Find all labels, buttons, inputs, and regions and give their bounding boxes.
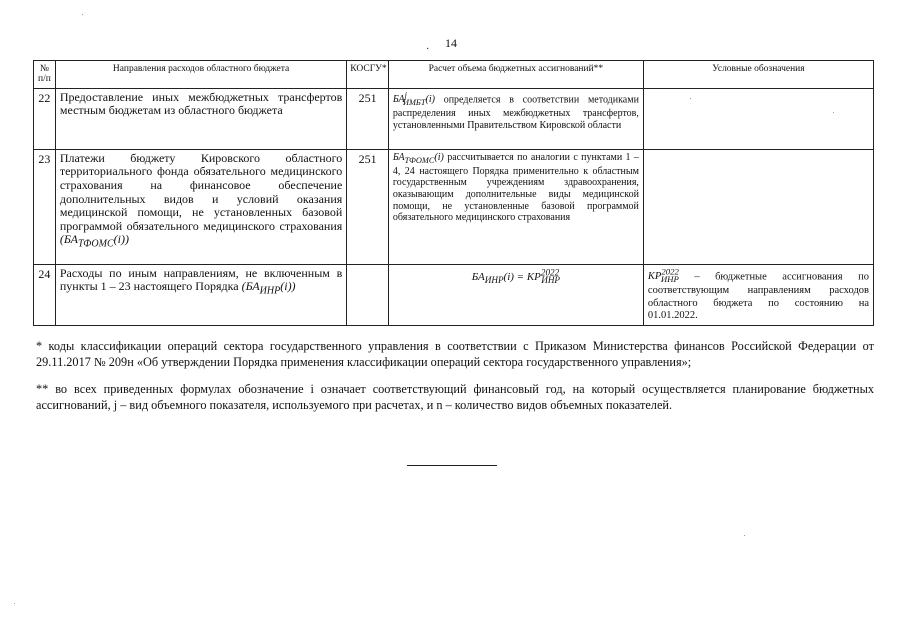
scan-speck [744,535,745,536]
header-num: № п/п [34,61,56,89]
page-mark: · [426,44,430,55]
table-row [34,149,874,264]
row-calc [388,88,643,149]
row-note [643,88,873,149]
calc-rhs-sub: ИНР [541,274,561,285]
calc-equation [393,267,639,286]
calc-lhs-arg: (i) = КР [503,270,541,283]
calc-rhs-sup: 2022 [540,266,560,277]
calc-formula-arg: (i) [425,94,435,106]
row-num: 22 [34,88,56,149]
header-direction: Направления расходов областного бюджета [55,61,346,89]
calc-formula-sub: ИМБТ [402,98,426,108]
row-note [643,149,873,264]
header-kosgu: КОСГУ* [347,61,389,89]
scan-speck [833,112,834,113]
note-text: – бюджетные ассигнования по соответствующим направлениям расходов областного бюджета по состоянию на 01.01.2022. [647,271,869,322]
scan-speck [82,14,83,15]
calc-formula-sup: j [404,90,407,100]
calc-text: рассчитывается по аналогии с пунктами 1 – 4, 24 настоящего Порядка применительно к областным государственным учреждениям здравоохранения, оказывающим дополнительные виды медицинской помощи, не установленные базовой программой обязательного медицинского страхования [392,151,639,224]
direction-text: Расходы по иным направлениям, не включенным в пункты 1 – 23 настоящего Порядка [59,265,343,294]
scan-speck [690,98,691,99]
row-num: 24 [34,264,56,325]
calc-formula-arg: (i) [434,151,444,163]
closing-rule [407,465,497,466]
table-row [34,88,874,149]
direction-formula-sub: ИНР [259,285,281,297]
header-calc: Расчет объема бюджетных ассигнований** [388,61,643,89]
calc-lhs: БА [471,270,485,283]
row-num: 23 [34,149,56,264]
row-kosgu [347,264,389,325]
header-notes: Условные обозначения [643,61,873,89]
row-calc [388,264,643,325]
scan-speck [14,603,15,604]
direction-formula: (БА [241,279,260,294]
direction-formula: (БА [59,232,78,247]
row-kosgu: 251 [347,88,389,149]
budget-table [33,60,874,326]
note-formula-sup: 2022 [661,266,679,277]
row-note [643,264,873,325]
calc-lhs-sub: ИНР [484,274,504,285]
calc-formula: БА [392,151,405,163]
direction-text: Платежи бюджету Кировского областного территориального фонда обязательного медицинского страхования на финансовое обеспечение дополнительных видов и условий оказания медицинской помощи, не установленных базовой программой обязательного медицинского страхования [59,150,343,233]
page-number: 14 [445,36,457,50]
direction-formula-sub: ТФОМС [77,238,114,250]
calc-text: определяется в соответствии методиками распределения иных межбюджетных трансфертов, установленными Правительством Кировской области [392,94,639,131]
row-direction [55,264,346,325]
direction-formula-arg: (i)) [280,279,296,294]
table-header-row [34,61,874,89]
row-calc [388,149,643,264]
note-formula: КР [647,271,662,283]
row-direction: Предоставление иных межбюджетных трансфертов местным бюджетам из областного бюджета [55,88,346,149]
footnote-kosgu: * коды классификации операций сектора государственного управления в соответствии с Приказом Министерства финансов Российской Федерации от 29.11.2017 № 209н «Об утверждении Порядка применения классификации операций сектора государственного управления»; [36,339,874,370]
calc-formula: БА [392,94,405,106]
note-formula-sub: ИНР [660,274,679,285]
row-direction [55,149,346,264]
row-kosgu: 251 [347,149,389,264]
table-row [34,264,874,325]
direction-formula-arg: (i)) [113,232,129,247]
calc-formula-sub: ТФОМС [404,155,435,165]
footnote-formulas: ** во всех приведенных формулах обозначение i означает соответствующий финансовый год, на который осуществляется планирование бюджетных ассигнований, j – вид объемного показателя, используемого при расчетах, и n – количество видов объемных показателей. [36,382,874,413]
